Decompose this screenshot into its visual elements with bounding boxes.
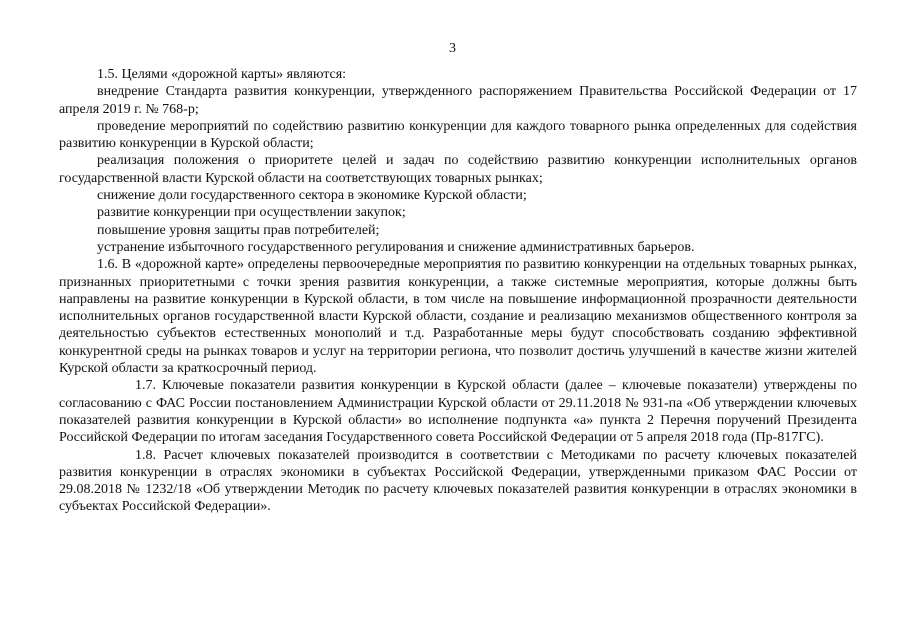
page-number: 3 [449,41,456,56]
goal-item-priority: реализация положения о приоритете целей и задач по содействию развитию конкуренции исполнительных органов государственной власти Курской области на соответствующих товарных рынках; [59,153,857,186]
paragraph-1-6: 1.6. В «дорожной карте» определены первоочередные мероприятия по развитию конкуренции на отдельных товарных рынках, признанных приоритетными с точки зрения развития конкуренции, а также системные мероприятия, которые должны быть направлены на развитие конкуренции в Курской области, в том числе на повышение информационной прозрачности деятельности исполнительных органов государственной власти Курской области, создание и реализацию механизмов общественного контроля за деятельностью субъектов естественных монополий и т.д. Разработанные меры будут способствовать созданию эффективной конкурентной среды на рынках товаров и услуг на территории региона, что позволит достичь улучшений в качестве жизни жителей Курской области за краткосрочный период. [59,257,857,377]
paragraph-1-5-heading: 1.5. Целями «дорожной карты» являются: [97,67,347,82]
goal-item-consumer-protection: повышение уровня защиты прав потребителей; [97,222,380,238]
document-body [59,66,857,516]
goal-item-measures: проведение мероприятий по содействию развитию конкуренции для каждого товарного рынка определенных для содействия развитию конкуренции в Курской области; [59,118,857,152]
goal-item-standard: внедрение Стандарта развития конкуренции, утвержденного распоряжением Правительства Российской Федерации от 17 апреля 2019 г. № 768-р; [59,84,857,117]
paragraph-1-8: 1.8. Расчет ключевых показателей производится в соответствии с Методиками по расчету ключевых показателей развития конкуренции в отраслях экономики в субъектах Российской Федерации, утвержденными приказом ФАС России от 29.08.2018 № 1232/18 «Об утверждении Методик по расчету ключевых показателей развития конкуренции в отраслях экономики в субъектах Российской Федерации». [59,447,857,515]
goal-item-deregulation: устранение избыточного государственного регулирования и снижение административных барьеров. [97,239,695,255]
goal-item-state-share: снижение доли государственного сектора в экономике Курской области; [97,188,527,204]
paragraph-1-7: 1.7. Ключевые показатели развития конкуренции в Курской области (далее – ключевые показатели) утверждены по согласованию с ФАС России постановлением Администрации Курской области от 29.11.2018 № 931-па «Об утверждении ключевых показателей развития конкуренции в Курской области» во исполнение подпункта «а» пункта 2 Перечня поручений Президента Российской Федерации по итогам заседания Государственного совета Российской Федерации от 5 апреля 2018 года (Пр-817ГС). [59,378,857,446]
goal-item-procurement: развитие конкуренции при осуществлении закупок; [97,205,406,221]
